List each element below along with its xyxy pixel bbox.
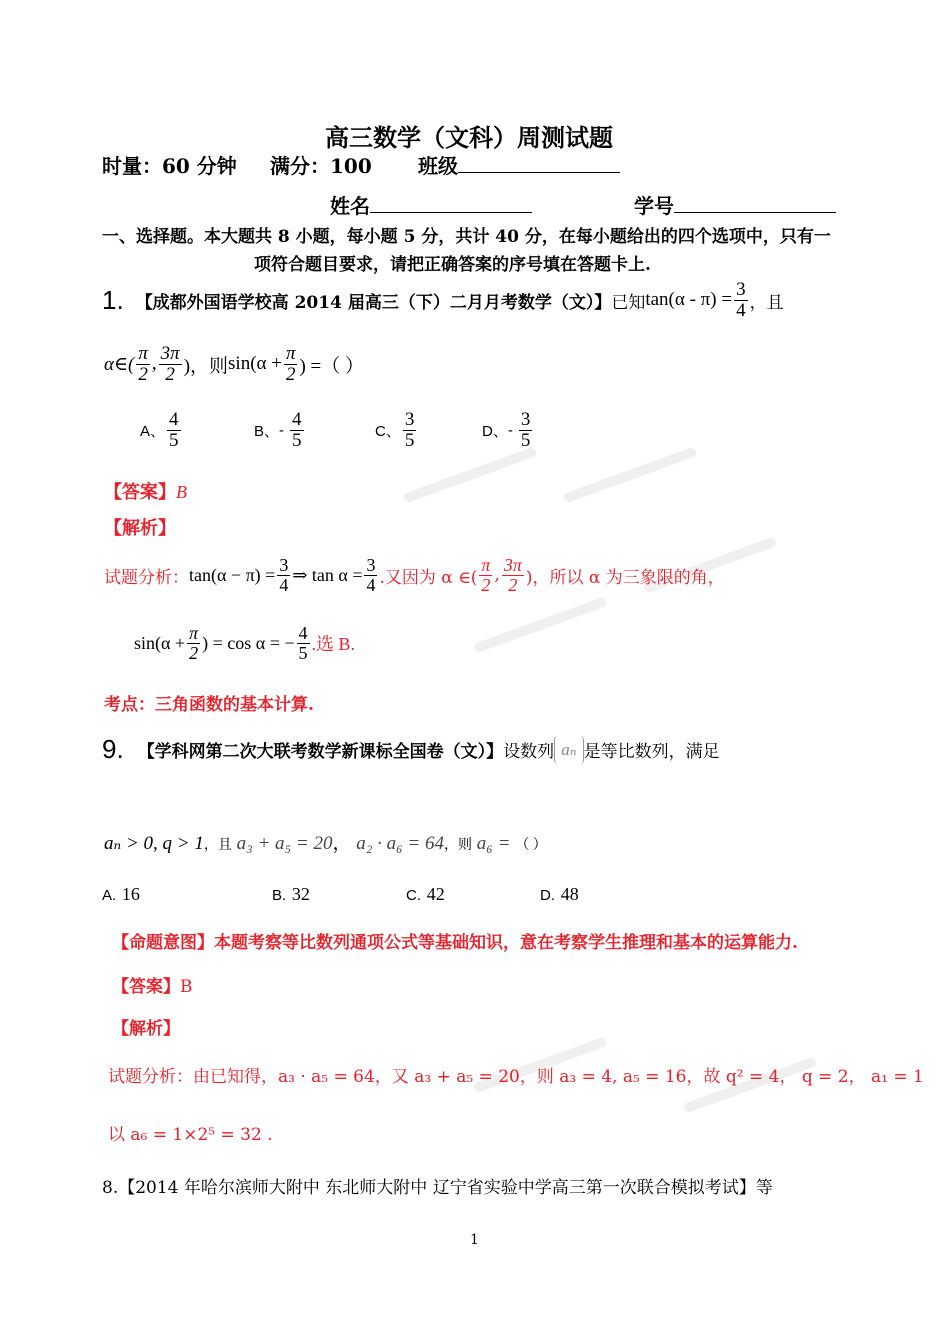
watermark xyxy=(473,596,608,653)
question-text: ，且 xyxy=(749,292,784,313)
math-expr: α∈( xyxy=(104,353,135,375)
section-line-1: 一、选择题。本大题共 8 小题，每小题 5 分，共计 40 分，在每小题给出的四个选项中，只有一 xyxy=(102,227,831,247)
question-9-conditions: aₙ > 0, q > 1，且 a₃ + a₅ = 20， a₂ · a₆ = 64，则 a₆ = （ ） xyxy=(104,833,547,854)
question-1-line-2: α∈( $\frac{\pi}{2}$ , $\frac{3\pi}{2}$ )，则 sin(α + $\frac{\pi}{2}$ ) =（ ） xyxy=(104,343,365,385)
page-number: 1 xyxy=(470,1232,479,1248)
analysis-tag: 【解析】 xyxy=(112,1019,180,1039)
sequence-symbol: aₙ xyxy=(554,736,583,764)
answer-tag: 【答案】 xyxy=(104,482,176,503)
question-1-line-1 xyxy=(102,280,784,321)
option-b[interactable]: B、 - $\frac{4}{5}$ xyxy=(254,409,302,451)
option-c[interactable]: C. 42 xyxy=(406,884,445,904)
question-number: 9. xyxy=(102,734,124,764)
watermark xyxy=(403,446,538,503)
analysis-line-1: 试题分析： tan(α − π) = $\frac{3}{4}$ ⇒ tan α = $\frac{3}{4}$ .又因为 α ∈( $\frac{\pi}{2}$ , $\frac{3\pi}{2}$ )，所以 α 为三象限的角， xyxy=(104,555,725,595)
question-source: 【成都外国语学校高 2014 届高三（下）二月月考数学（文）】 xyxy=(135,292,612,313)
math-expr: )，则 xyxy=(183,355,229,377)
analysis-line-2: 以 a₆ = 1×2⁵ = 32 . xyxy=(108,1125,273,1145)
question-prompt: 设数列 xyxy=(503,742,555,762)
class-field[interactable] xyxy=(418,150,620,179)
answer-value: B xyxy=(176,482,187,502)
fraction: $\frac{\pi}{2}$ xyxy=(285,343,296,385)
option-d[interactable]: D、 - $\frac{3}{5}$ xyxy=(482,409,531,451)
time-label: 时量：60 分钟 xyxy=(102,154,237,178)
class-label: 班级 xyxy=(418,154,458,178)
name-blank[interactable] xyxy=(370,194,532,213)
fraction: $\frac{\pi}{2}$ xyxy=(138,343,148,385)
name-label: 姓名 xyxy=(330,194,370,218)
fraction: $\frac{3\pi}{2}$ xyxy=(160,343,180,385)
question-prompt: 已知 xyxy=(611,292,646,313)
class-blank[interactable] xyxy=(458,154,620,173)
id-field[interactable] xyxy=(634,190,836,219)
option-b[interactable]: B. 32 xyxy=(272,884,310,904)
question-number: 1. xyxy=(102,284,124,315)
answer-tag: 【答案】 xyxy=(112,977,180,997)
answer-line xyxy=(104,478,187,504)
option-c[interactable]: C、 $\frac{3}{5}$ xyxy=(375,409,415,451)
math-expr: sin(α + xyxy=(228,353,282,375)
option-d[interactable]: D. 48 xyxy=(540,884,579,904)
answer-value: B xyxy=(180,977,193,997)
id-label: 学号 xyxy=(634,194,674,218)
option-a[interactable]: A. 16 xyxy=(102,884,140,904)
kaodian-line: 考点：三角函数的基本计算. xyxy=(104,695,314,715)
question-9-line-1 xyxy=(102,734,720,765)
question-source: 【学科网第二次大联考数学新课标全国卷（文）】 xyxy=(137,742,504,762)
answer-line xyxy=(112,972,193,997)
section-line-2: 项符合题目要求，请把正确答案的序号填在答题卡上. xyxy=(254,255,651,275)
analysis-line-2: sin(α + $\frac{\pi}{2}$ ) = cos α = − $\frac{4}{5}$ .选 B. xyxy=(134,623,356,663)
analysis-tag: 【解析】 xyxy=(104,518,176,539)
analysis-line-1: 试题分析：由已知得，a₃ · a₅ = 64，又 a₃ + a₅ = 20，则 a₃ = 4, a₅ = 16，故 q² = 4， q = 2， a₁ = 1 xyxy=(108,1067,924,1087)
watermark xyxy=(563,446,698,503)
page-title: 高三数学（文科）周测试题 xyxy=(325,123,613,152)
intent-line: 【命题意图】本题考察等比数列通项公式等基础知识，意在考察学生推理和基本的运算能力. xyxy=(112,933,798,953)
name-field[interactable] xyxy=(330,190,532,219)
option-a[interactable]: A、 $\frac{4}{5}$ xyxy=(140,409,179,451)
math-expr: tan(α - π) = xyxy=(645,289,733,311)
score-label: 满分：100 xyxy=(270,154,372,178)
question-text: 是等比数列，满足 xyxy=(583,742,720,762)
math-expr: ) =（ ） xyxy=(299,355,365,377)
fraction: $\frac{3}{4}$ xyxy=(736,279,746,321)
id-blank[interactable] xyxy=(674,194,836,213)
question-8-line: 8.【2014 年哈尔滨师大附中 东北师大附中 辽宁省实验中学高三第一次联合模拟考试】等 xyxy=(102,1178,773,1198)
